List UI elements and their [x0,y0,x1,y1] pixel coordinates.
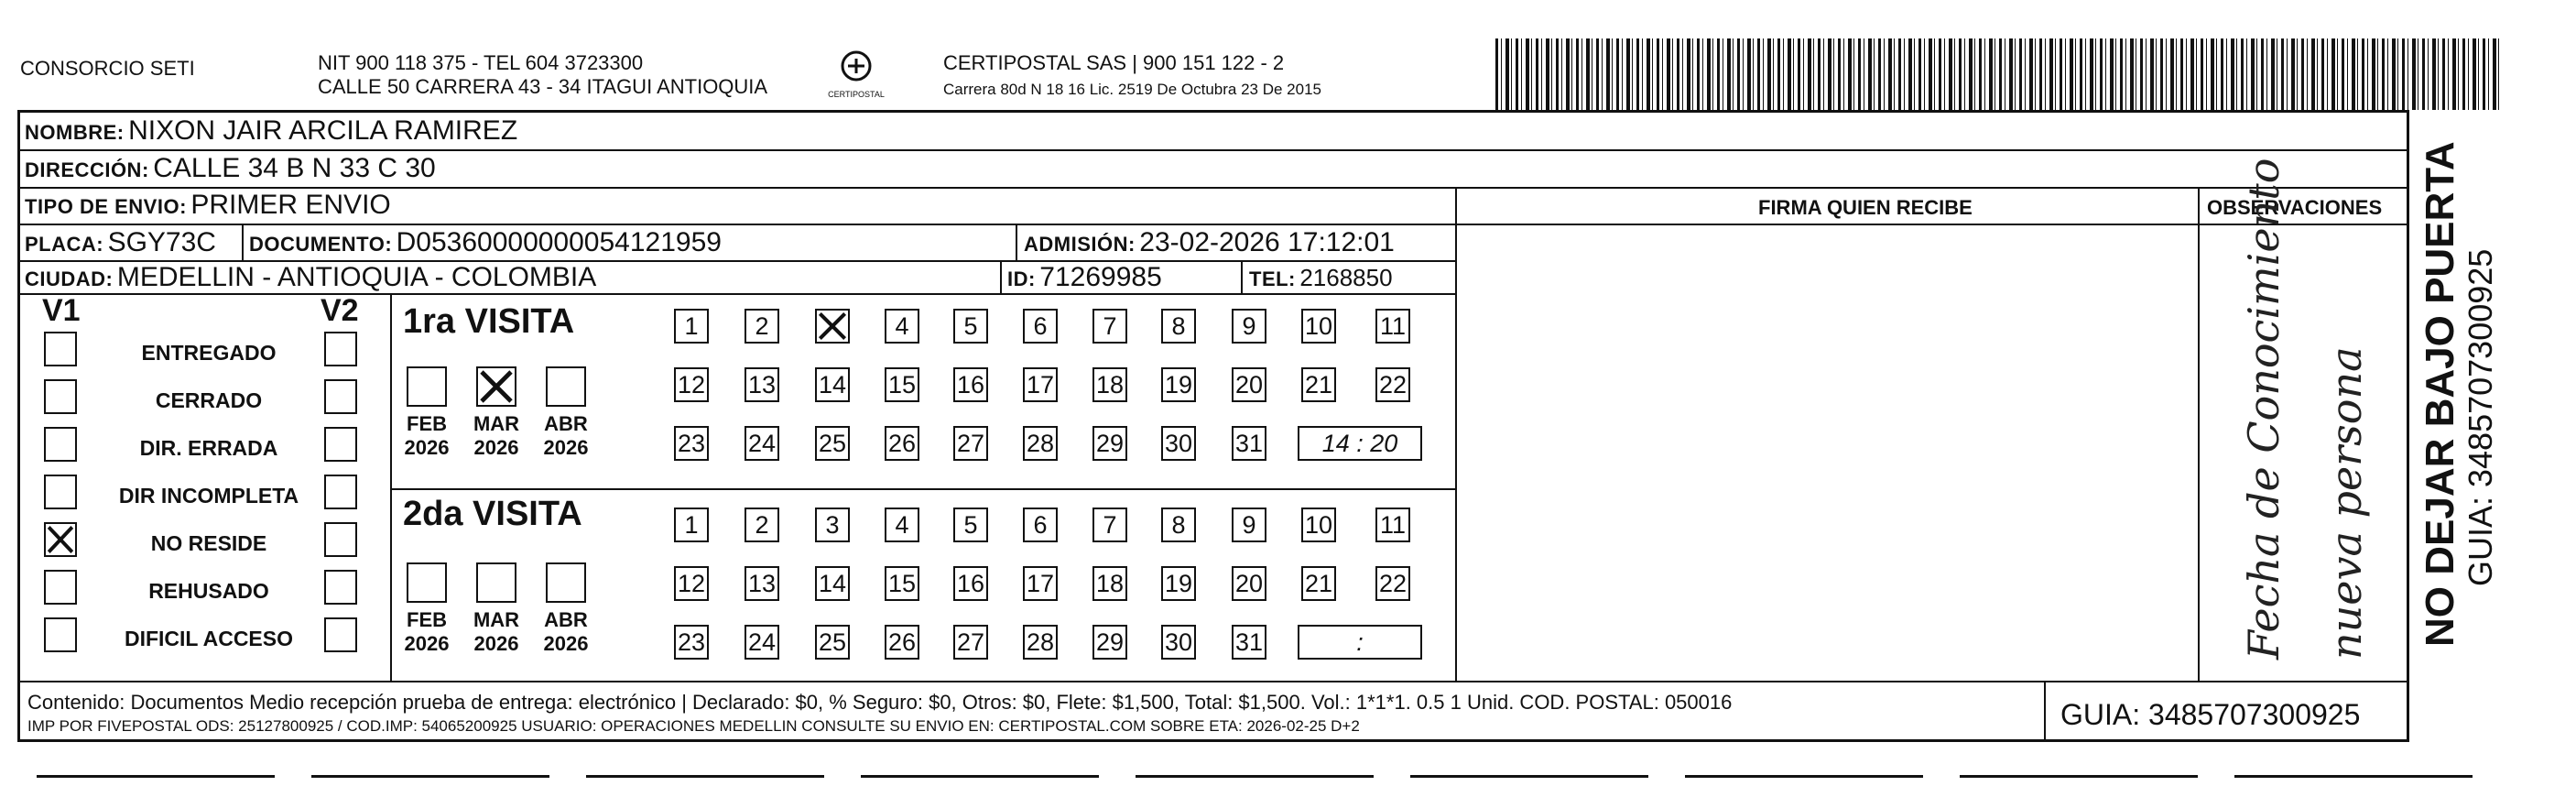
day-box[interactable]: 25 [815,625,850,660]
v1-checkbox[interactable] [44,522,77,557]
day-box[interactable]: 12 [674,566,709,601]
day-box[interactable]: 17 [1023,367,1058,402]
day-box[interactable]: 8 [1161,508,1196,542]
day-box[interactable]: 20 [1232,566,1266,601]
footer-guia: GUIA: 3485707300925 [2060,698,2361,731]
id-row [1007,262,1162,293]
day-box[interactable]: 20 [1232,367,1266,402]
status-option-label: ENTREGADO [141,341,277,365]
month-checkbox[interactable] [407,366,447,407]
day-box[interactable]: 10 [1301,309,1336,344]
status-option-label: DIR. ERRADA [139,436,278,460]
id-value: 71269985 [1039,262,1162,292]
day-box[interactable]: 21 [1301,367,1336,402]
status-option-label: DIFICIL ACCESO [124,627,293,650]
tipo-value: PRIMER ENVIO [190,190,391,220]
barcode [1495,38,2500,110]
day-box[interactable]: 24 [745,625,779,660]
status-option-label: CERRADO [155,388,263,412]
month-checkbox[interactable] [476,366,516,407]
second-visit-title: 2da VISITA [403,495,582,533]
day-box[interactable]: 16 [953,566,988,601]
certipostal-logo [824,48,888,104]
day-box[interactable]: 4 [885,309,919,344]
v1-checkbox[interactable] [44,570,77,605]
day-box[interactable]: 19 [1161,566,1196,601]
day-box[interactable]: 6 [1023,508,1058,542]
v2-checkbox[interactable] [324,379,357,414]
month-label: ABR 2026 [543,412,589,459]
day-box[interactable]: 31 [1232,625,1266,660]
month-label: MAR 2026 [473,412,520,459]
day-box[interactable]: 5 [953,508,988,542]
day-box[interactable]: 18 [1092,566,1127,601]
day-box[interactable]: 31 [1232,426,1266,461]
placa-label: PLACA: [25,233,104,256]
direccion-label: DIRECCIÓN: [25,158,149,181]
status-option-label: REHUSADO [148,579,269,603]
day-box[interactable]: 12 [674,367,709,402]
month-label: FEB 2026 [404,412,450,459]
day-box[interactable]: 24 [745,426,779,461]
day-box[interactable]: 29 [1092,426,1127,461]
day-box[interactable]: 1 [674,508,709,542]
carrier-info: CERTIPOSTAL SAS | 900 151 122 - 2 [943,51,1285,74]
nit-tel: NIT 900 118 375 - TEL 604 3723300 [318,51,644,74]
tel-label: TEL: [1249,267,1296,290]
day-box[interactable]: 26 [885,426,919,461]
day-box[interactable]: 7 [1092,508,1127,542]
direccion-value: CALLE 34 B N 33 C 30 [153,153,436,183]
tipo-row [25,190,391,221]
day-box[interactable]: 29 [1092,625,1127,660]
company-address: CALLE 50 CARRERA 43 - 34 ITAGUI ANTIOQUIA [318,75,768,98]
day-box[interactable]: 30 [1161,625,1196,660]
v1-header: V1 [42,293,81,328]
day-box[interactable]: 25 [815,426,850,461]
time-box[interactable]: : [1298,625,1422,660]
v1-checkbox[interactable] [44,332,77,366]
v2-checkbox[interactable] [324,475,357,509]
carrier-license: Carrera 80d N 18 16 Lic. 2519 De Octubra 23 De 2015 [943,81,1321,98]
day-box[interactable]: 2 [745,309,779,344]
documento-row [249,227,722,258]
v1-checkbox[interactable] [44,427,77,462]
day-box[interactable]: 9 [1232,508,1266,542]
v2-checkbox[interactable] [324,522,357,557]
ciudad-value: MEDELLIN - ANTIOQUIA - COLOMBIA [116,262,597,292]
month-checkbox[interactable] [407,562,447,603]
side-warning: NO DEJAR BAJO PUERTA [2418,141,2462,647]
day-box[interactable]: 1 [674,309,709,344]
time-box[interactable]: 14 : 20 [1298,426,1422,461]
day-box[interactable]: 15 [885,367,919,402]
day-box[interactable]: 27 [953,426,988,461]
day-box[interactable]: 27 [953,625,988,660]
tipo-label: TIPO DE ENVIO: [25,195,187,218]
footer-content: Contenido: Documentos Medio recepción prueba de entrega: electrónico | Declarado: $0, % Seguro: $0, Otros: $0, Flete: $1,500, Total: $1,500. Vol.: 1*1*1. 0.5 1 Unid. COD. POSTAL: 050016 [27,691,1733,714]
v1-checkbox[interactable] [44,475,77,509]
documento-label: DOCUMENTO: [249,233,393,256]
status-option-label: NO RESIDE [150,531,267,555]
day-box[interactable]: 18 [1092,367,1127,402]
placa-value: SGY73C [107,227,216,257]
admision-row [1024,227,1395,258]
month-label: MAR 2026 [473,608,520,655]
day-box[interactable] [815,309,850,344]
day-box[interactable]: 17 [1023,566,1058,601]
documento-value: D05360000000054121959 [396,227,722,257]
day-box[interactable]: 13 [745,367,779,402]
day-box[interactable]: 10 [1301,508,1336,542]
v1-checkbox[interactable] [44,379,77,414]
v2-checkbox[interactable] [324,332,357,366]
side-guia: GUIA: 3485707300925 [2462,248,2499,586]
svg-text:CERTIPOSTAL: CERTIPOSTAL [828,90,885,99]
day-box[interactable]: 11 [1375,309,1410,344]
handwritten-note-1: Fecha de Conocimiento [2239,158,2288,660]
observaciones-header: OBSERVACIONES [2207,196,2383,219]
admision-value: 23-02-2026 17:12:01 [1139,227,1395,257]
v2-checkbox[interactable] [324,617,357,652]
month-checkbox[interactable] [476,562,516,603]
admision-label: ADMISIÓN: [1024,233,1136,256]
day-box[interactable]: 13 [745,566,779,601]
day-box[interactable]: 9 [1232,309,1266,344]
day-box[interactable]: 8 [1161,309,1196,344]
day-box[interactable]: 22 [1375,367,1410,402]
day-box[interactable]: 7 [1092,309,1127,344]
day-box[interactable]: 6 [1023,309,1058,344]
day-box[interactable]: 26 [885,625,919,660]
day-box[interactable]: 4 [885,508,919,542]
v1-checkbox[interactable] [44,617,77,652]
day-box[interactable]: 23 [674,426,709,461]
month-label: ABR 2026 [543,608,589,655]
month-label: FEB 2026 [404,608,450,655]
v2-header: V2 [321,293,359,328]
day-box[interactable]: 16 [953,367,988,402]
tel-value: 2168850 [1299,264,1393,291]
status-option-label: DIR INCOMPLETA [118,484,299,508]
day-box[interactable]: 3 [815,508,850,542]
day-box[interactable]: 30 [1161,426,1196,461]
footer-print-info: IMP POR FIVEPOSTAL ODS: 25127800925 / COD.IMP: 54065200925 USUARIO: OPERACIONES MEDELLIN CONSULTE SU ENVIO EN: CERTIPOSTAL.COM SOBRE ETA: 2026-02-25 D+2 [27,717,1360,735]
nombre-value: NIXON JAIR ARCILA RAMIREZ [128,115,518,146]
day-box[interactable]: 5 [953,309,988,344]
ciudad-label: CIUDAD: [25,267,114,290]
v2-checkbox[interactable] [324,427,357,462]
tel-row [1249,264,1393,292]
month-checkbox[interactable] [546,562,586,603]
day-box[interactable]: 22 [1375,566,1410,601]
day-box[interactable]: 14 [815,367,850,402]
id-label: ID: [1007,267,1036,290]
day-box[interactable]: 14 [815,566,850,601]
day-box[interactable]: 11 [1375,508,1410,542]
placa-row [25,227,216,258]
day-box[interactable]: 19 [1161,367,1196,402]
day-box[interactable]: 23 [674,625,709,660]
month-checkbox[interactable] [546,366,586,407]
nombre-label: NOMBRE: [25,121,125,144]
ciudad-row [25,262,596,293]
nombre-row [25,115,517,147]
day-box[interactable]: 15 [885,566,919,601]
day-box[interactable]: 2 [745,508,779,542]
company-name: CONSORCIO SETI [20,57,195,80]
day-box[interactable]: 21 [1301,566,1336,601]
day-box[interactable]: 28 [1023,426,1058,461]
firma-header: FIRMA QUIEN RECIBE [1758,196,1973,219]
tear-line [37,775,2509,778]
day-box[interactable]: 28 [1023,625,1058,660]
direccion-row [25,153,436,184]
v2-checkbox[interactable] [324,570,357,605]
handwritten-note-2: nueva persona [2321,346,2371,660]
first-visit-title: 1ra VISITA [403,302,575,341]
